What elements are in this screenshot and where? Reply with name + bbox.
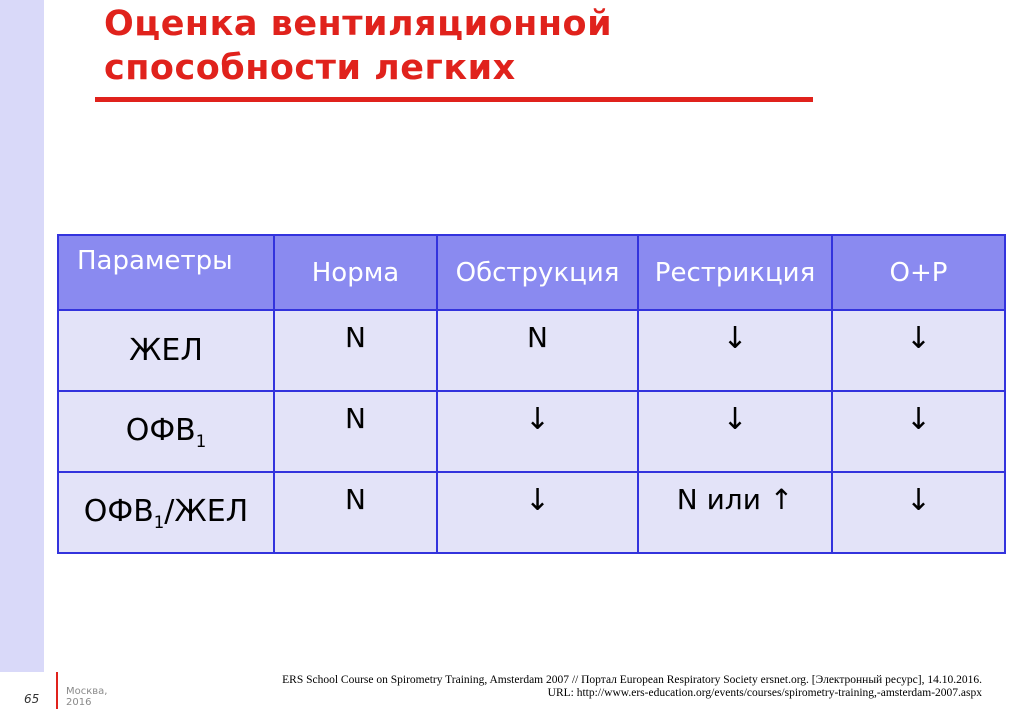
row-label-text: ОФВ: [83, 493, 154, 529]
parameters-table: [57, 234, 1006, 554]
title-line-1: Оценка вентиляционной: [104, 4, 613, 44]
side-bar: [0, 0, 44, 672]
table-cell: [274, 310, 437, 391]
table-header-row: [58, 235, 1005, 310]
down-arrow-icon: ↓: [722, 402, 748, 437]
table-cell: [274, 472, 437, 553]
header-norm: Норма: [274, 235, 437, 310]
footer-divider: [56, 672, 58, 709]
header-parameters: Параметры: [58, 235, 274, 310]
table-cell: [437, 472, 638, 553]
cell-value: N: [345, 321, 366, 354]
row-label: [58, 391, 274, 472]
row-label-subscript: 1: [195, 431, 207, 451]
year-text: 2016: [66, 697, 92, 708]
row-label-suffix: /ЖЕЛ: [164, 493, 249, 529]
title-line-2: способности легких: [104, 48, 516, 88]
title-underline: [95, 97, 813, 102]
table-cell: [832, 472, 1005, 553]
cell-value: N: [345, 402, 366, 435]
down-arrow-icon: ↓: [905, 402, 932, 437]
table-cell: [274, 391, 437, 472]
header-restriction: Рестрикция: [638, 235, 832, 310]
down-arrow-icon: ↓: [524, 483, 551, 518]
city-text: Москва,: [66, 686, 108, 697]
table-row: [58, 310, 1005, 391]
table-row: [58, 472, 1005, 553]
header-obstruction: Обструкция: [437, 235, 638, 310]
page-number: 65: [24, 692, 40, 706]
table-cell: [832, 310, 1005, 391]
source-citation: [282, 674, 982, 700]
down-arrow-icon: ↓: [905, 321, 932, 356]
row-label-text: ЖЕЛ: [129, 333, 203, 368]
table-cell: [832, 391, 1005, 472]
row-label-text: ОФВ: [125, 412, 196, 448]
table-row: [58, 391, 1005, 472]
table-cell: [638, 472, 832, 553]
row-label: [58, 472, 274, 553]
down-arrow-icon: ↓: [524, 402, 551, 437]
row-label: [58, 310, 274, 391]
cell-value: N: [345, 483, 366, 516]
table-cell: [437, 310, 638, 391]
table-cell: [437, 391, 638, 472]
down-arrow-icon: ↓: [722, 321, 748, 356]
source-line-1: ERS School Course on Spirometry Training, Amsterdam 2007 // Портал European Respiratory Society ersnet.org. [Электронный ресурс], 14.10.2016.: [282, 674, 982, 686]
slide-title: [104, 2, 612, 90]
cell-value: N: [527, 321, 548, 354]
row-label-subscript: 1: [153, 512, 165, 532]
table-cell: [638, 310, 832, 391]
source-line-2: URL: http://www.ers-education.org/events/courses/spirometry-training,-amsterdam-2007.aspx: [547, 687, 982, 699]
city-year: [66, 686, 107, 708]
cell-value: N или ↑: [676, 483, 794, 516]
table-cell: [638, 391, 832, 472]
header-mixed: О+Р: [832, 235, 1005, 310]
down-arrow-icon: ↓: [905, 483, 932, 518]
